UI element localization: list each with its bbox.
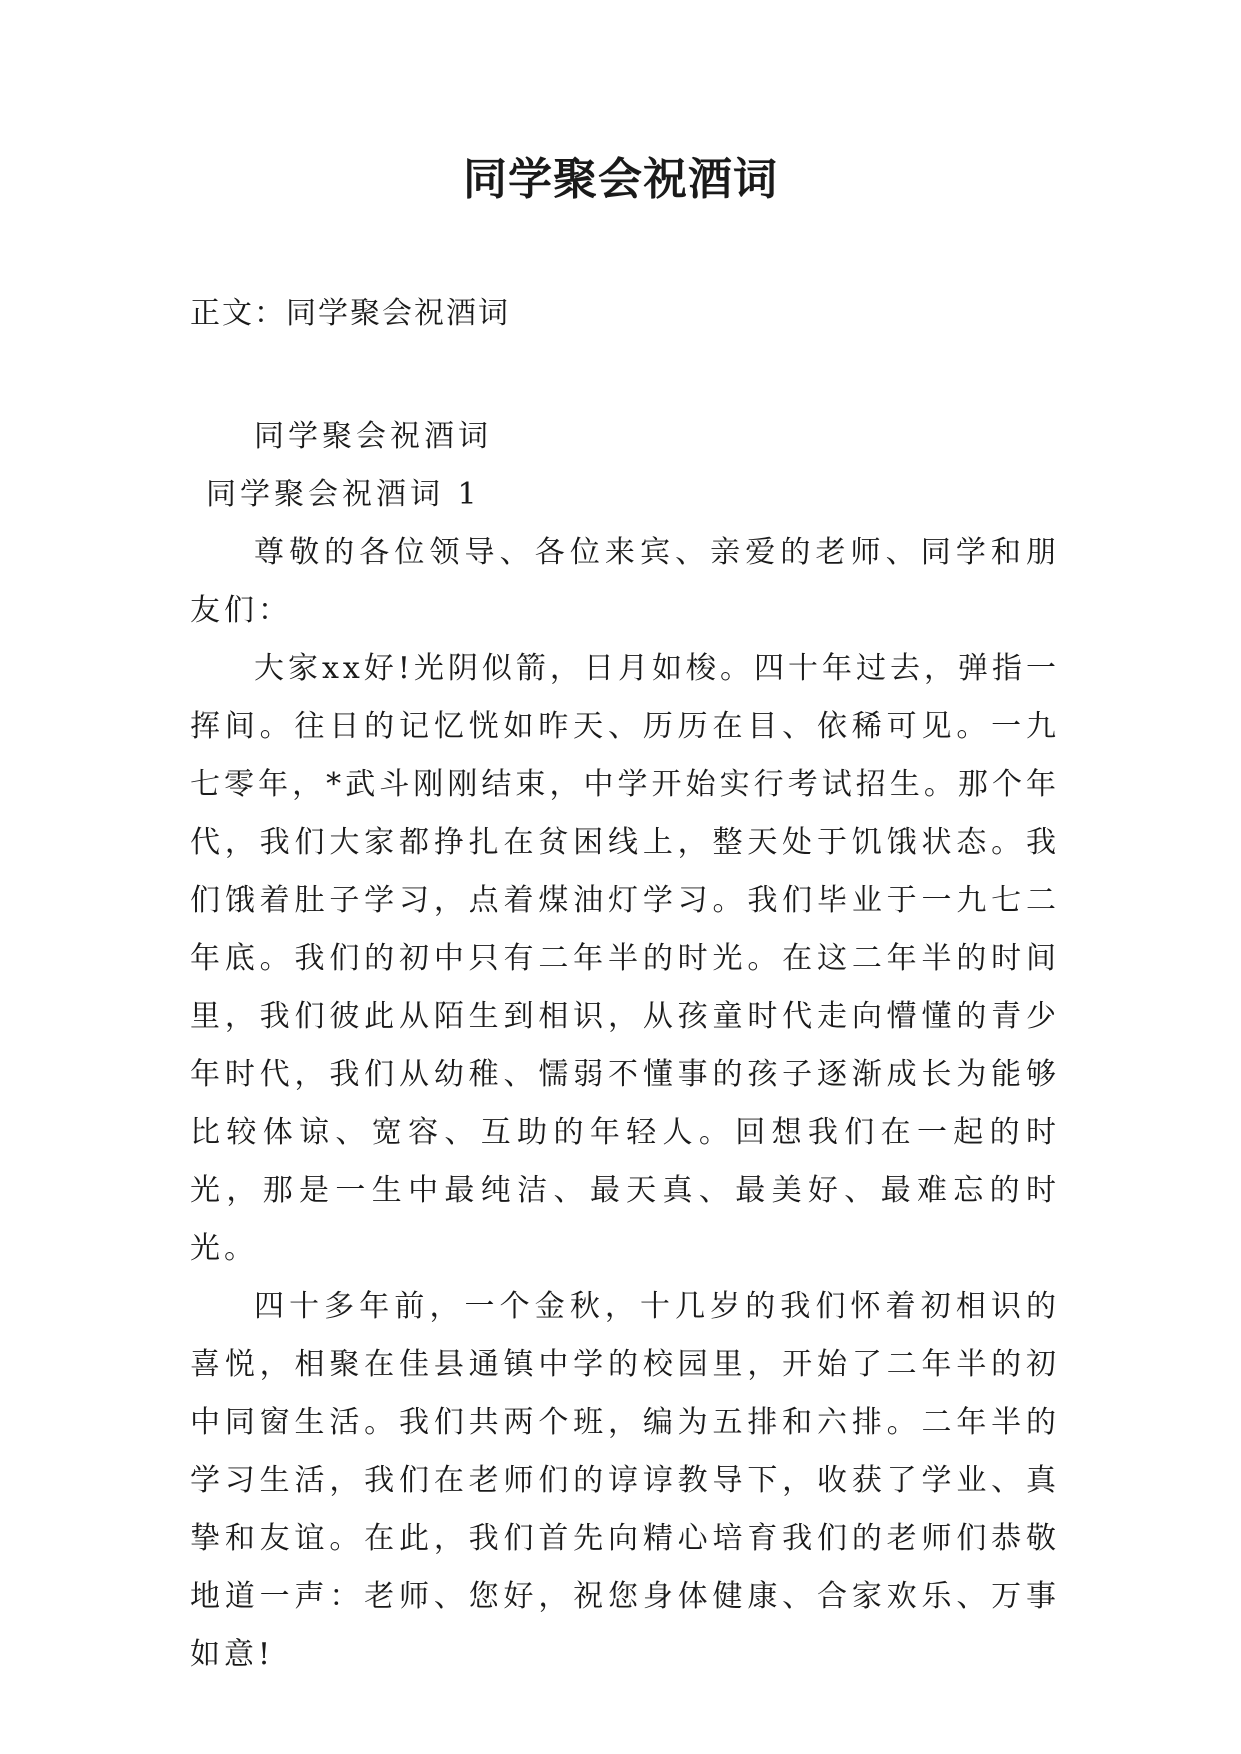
section-subheading: 同学聚会祝酒词 1 xyxy=(206,477,481,512)
document-title: 同学聚会祝酒词 xyxy=(463,154,778,205)
section-heading: 同学聚会祝酒词 xyxy=(254,419,492,454)
document-body xyxy=(190,408,1060,1684)
paragraph-memories: 大家xx好!光阴似箭，日月如梭。四十年过去，弹指一挥间。往日的记忆恍如昨天、历历在目、依稀可见。一九七零年，*武斗刚刚结束，中学开始实行考试招生。那个年代，我们大家都挣扎在贫困线上，整天处于饥饿状态。我们饿着肚子学习，点着煤油灯学习。我们毕业于一九七二年底。我们的初中只有二年半的时光。在这二年半的时间里，我们彼此从陌生到相识，从孩童时代走向懵懂的青少年时代，我们从幼稚、懦弱不懂事的孩子逐渐成长为能够比较体谅、宽容、互助的年轻人。回想我们在一起的时光，那是一生中最纯洁、最天真、最美好、最难忘的时光。 xyxy=(190,651,1060,1266)
body-label-line: 正文：同学聚会祝酒词 xyxy=(190,296,510,331)
paragraph-school-life: 四十多年前，一个金秋，十几岁的我们怀着初相识的喜悦，相聚在佳县通镇中学的校园里，开始了二年半的初中同窗生活。我们共两个班，编为五排和六排。二年半的学习生活，我们在老师们的谆谆教导下，收获了学业、真挚和友谊。在此，我们首先向精心培育我们的老师们恭敬地道一声：老师、您好，祝您身体健康、合家欢乐、万事如意! xyxy=(190,1289,1060,1672)
paragraph-greeting: 尊敬的各位领导、各位来宾、亲爱的老师、同学和朋友们： xyxy=(190,535,1060,628)
